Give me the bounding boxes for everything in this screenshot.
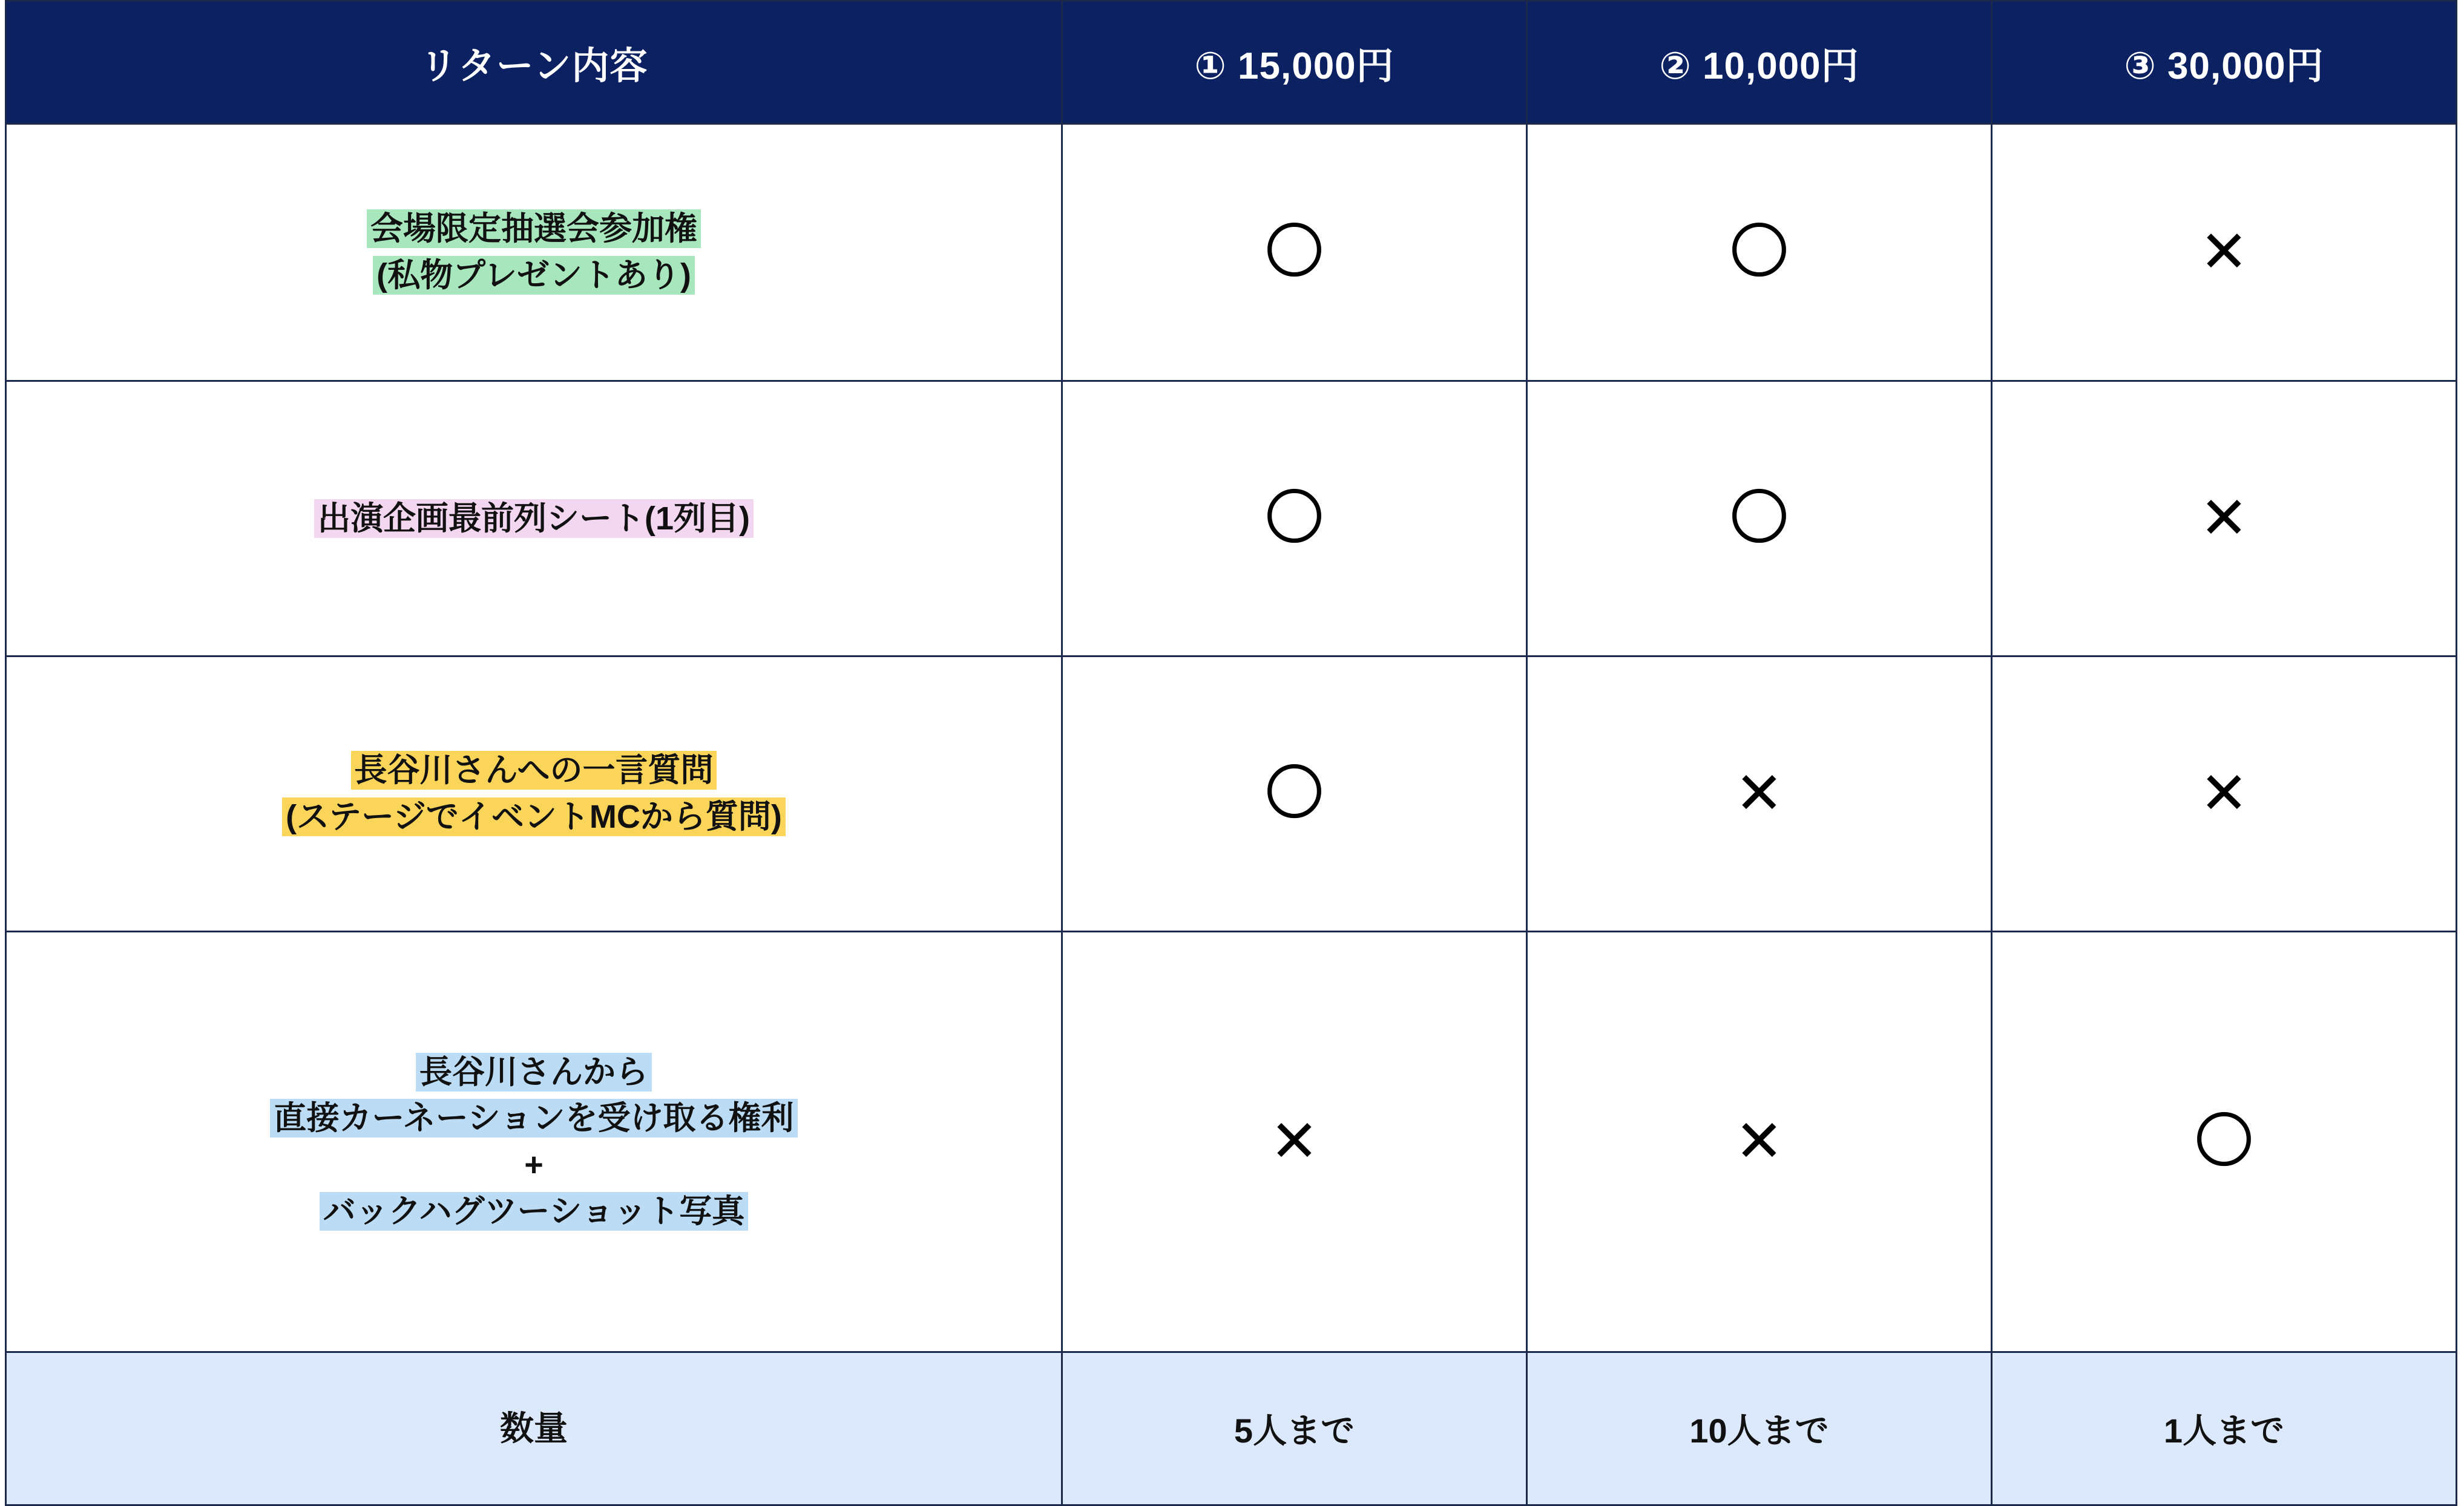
mark-row4-plan2: ✕ bbox=[1527, 932, 1992, 1352]
mark-row4-plan3: 〇 bbox=[1992, 932, 2457, 1352]
return-label-line: 会場限定抽選会参加権 bbox=[367, 209, 701, 248]
quantity-plan-3: 1人まで bbox=[1992, 1352, 2457, 1505]
quantity-label: 数量 bbox=[6, 1352, 1062, 1505]
header-plan-3: ③ 30,000円 bbox=[1992, 1, 2457, 124]
return-label-line: (ステージでイベントMCから質問) bbox=[282, 797, 786, 836]
table-row bbox=[6, 381, 2457, 656]
mark-row4-plan1: ✕ bbox=[1062, 932, 1527, 1352]
table-header bbox=[6, 1, 2457, 124]
return-label-line: 長谷川さんへの一言質問 bbox=[351, 751, 717, 790]
mark-row1-plan2: 〇 bbox=[1527, 124, 1992, 381]
header-plan-2: ② 10,000円 bbox=[1527, 1, 1992, 124]
return-comparison-table bbox=[5, 0, 2457, 1506]
table-row bbox=[6, 656, 2457, 932]
quantity-plan-1: 5人まで bbox=[1062, 1352, 1527, 1505]
return-label-line: 出演企画最前列シート(1列目) bbox=[314, 499, 754, 538]
mark-row1-plan3: ✕ bbox=[1992, 124, 2457, 381]
return-label-line: 直接カーネーションを受け取る権利 bbox=[270, 1099, 797, 1138]
header-plan-1: ① 15,000円 bbox=[1062, 1, 1527, 124]
table-row bbox=[6, 932, 2457, 1352]
quantity-plan-2: 10人まで bbox=[1527, 1352, 1992, 1505]
return-label-front-row-seat bbox=[6, 381, 1062, 656]
mark-row3-plan3: ✕ bbox=[1992, 656, 2457, 932]
mark-row2-plan3: ✕ bbox=[1992, 381, 2457, 656]
mark-row3-plan1: 〇 bbox=[1062, 656, 1527, 932]
quantity-row bbox=[6, 1352, 2457, 1505]
return-label-line: (私物プレゼントあり) bbox=[373, 256, 695, 295]
mark-row2-plan1: 〇 bbox=[1062, 381, 1527, 656]
return-label-line: バックハグツーショット写真 bbox=[320, 1192, 749, 1231]
table-row bbox=[6, 124, 2457, 381]
header-return-content: リターン内容 bbox=[6, 1, 1062, 124]
return-label-carnation bbox=[6, 932, 1062, 1352]
mark-row1-plan1: 〇 bbox=[1062, 124, 1527, 381]
table-header-row bbox=[6, 1, 2457, 124]
return-label-question bbox=[6, 656, 1062, 932]
table-body bbox=[6, 124, 2457, 1505]
return-label-line: 長谷川さんから bbox=[416, 1053, 652, 1092]
return-label-line: + bbox=[524, 1147, 544, 1183]
mark-row2-plan2: 〇 bbox=[1527, 381, 1992, 656]
mark-row3-plan2: ✕ bbox=[1527, 656, 1992, 932]
return-label-lottery bbox=[6, 124, 1062, 381]
